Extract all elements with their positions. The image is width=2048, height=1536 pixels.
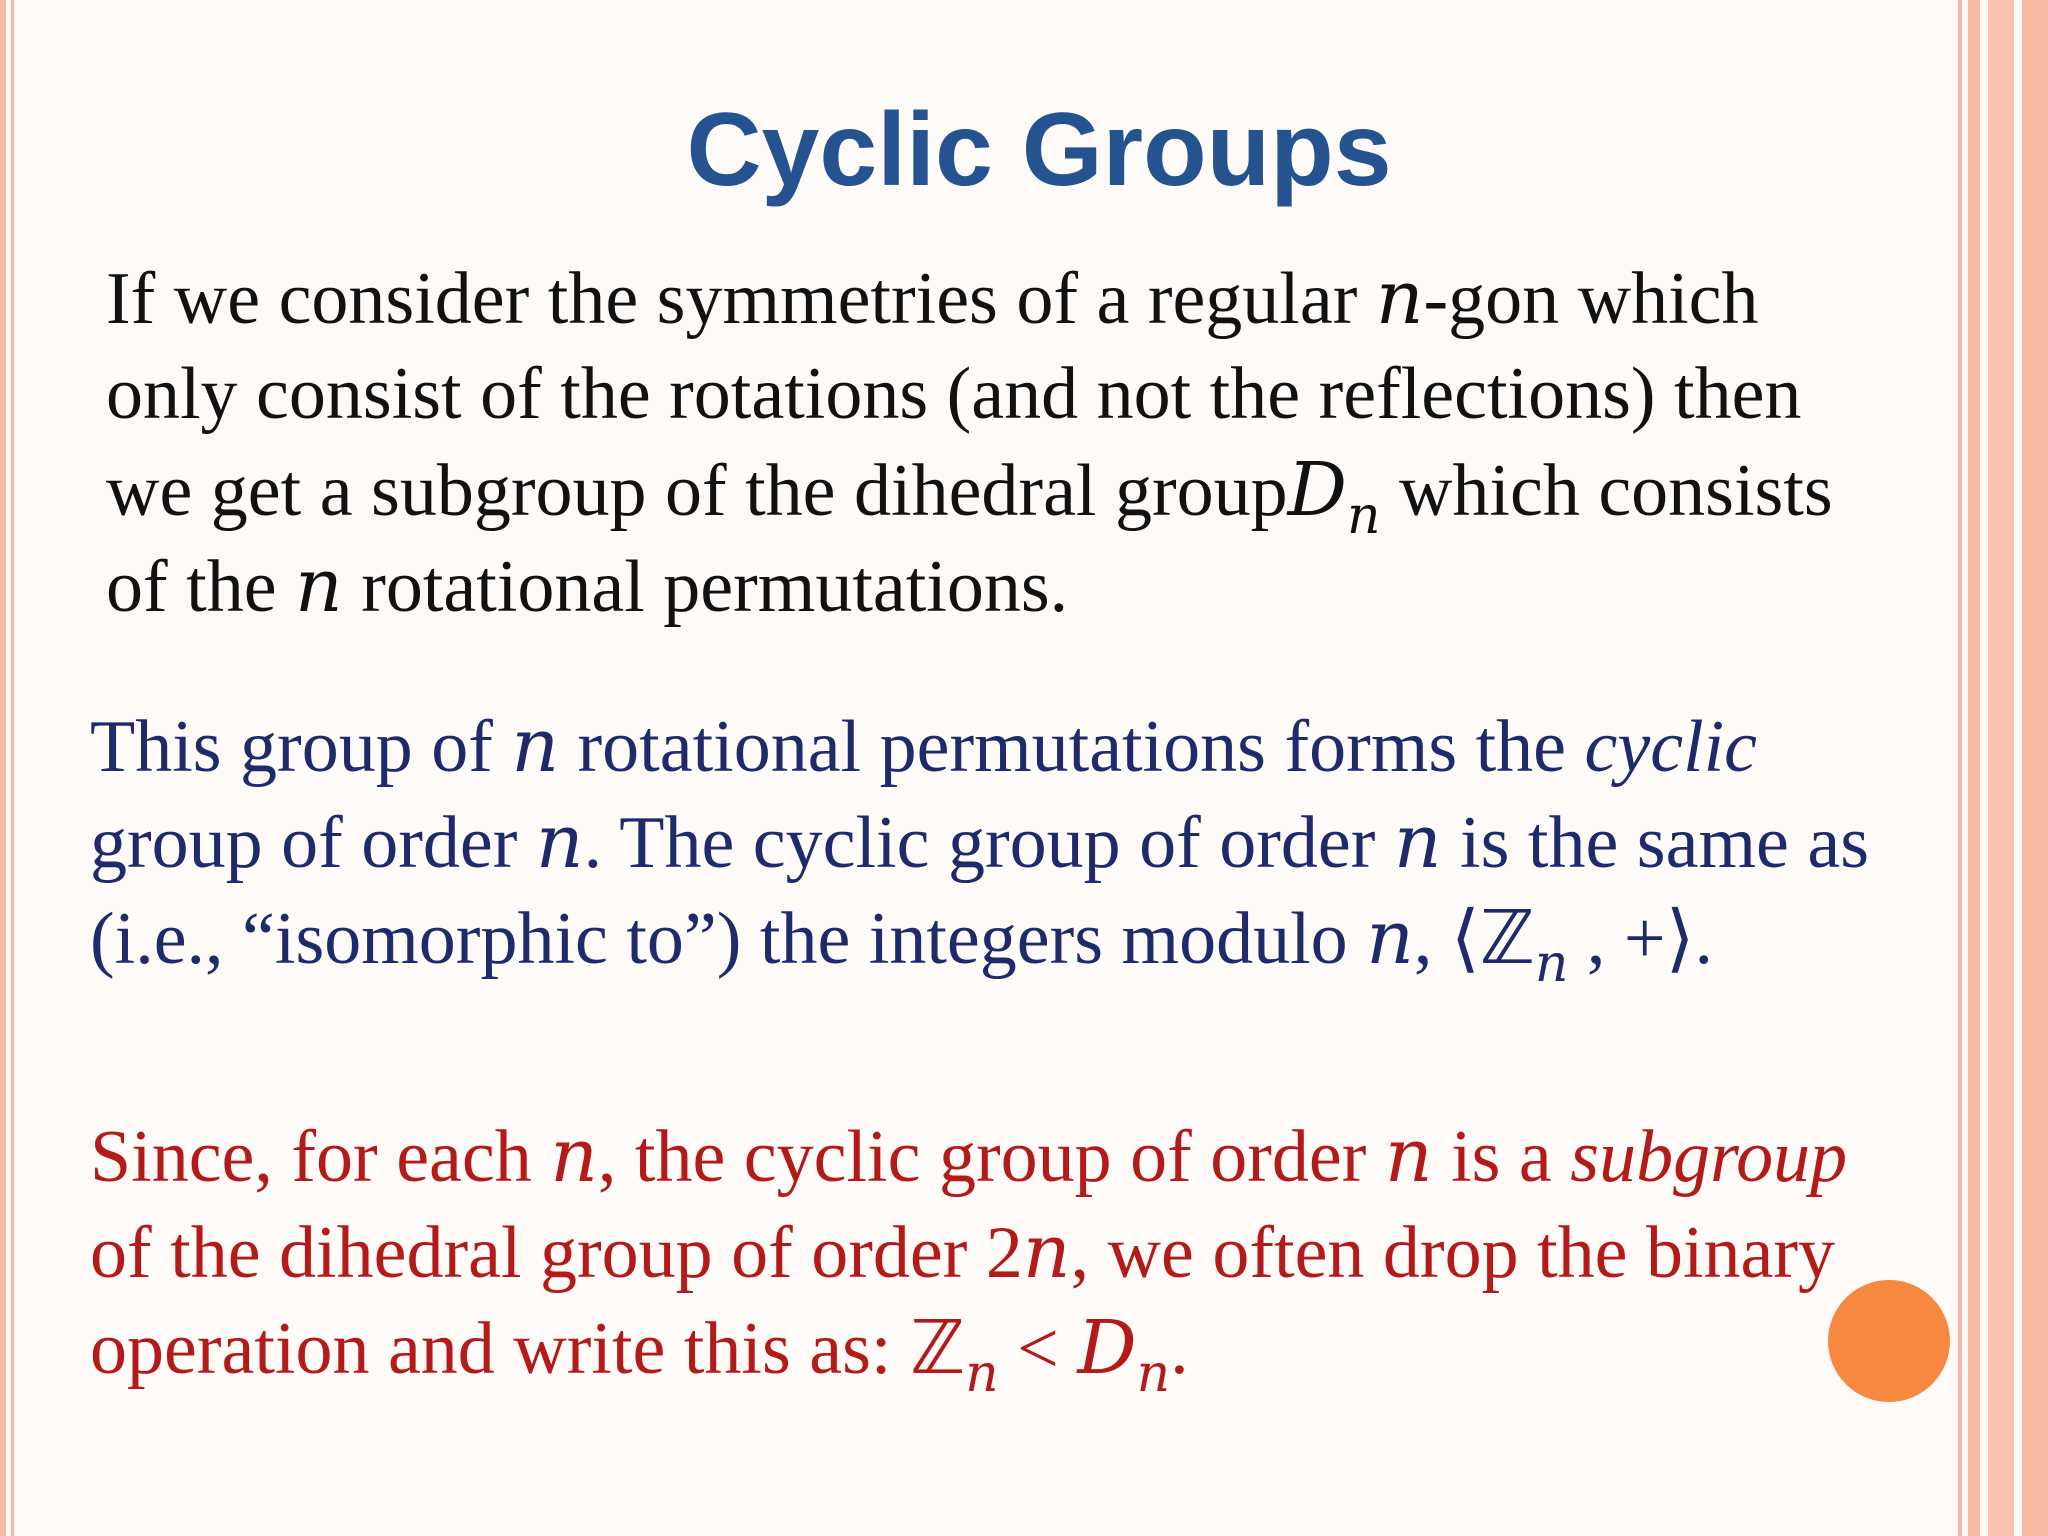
text-run: , the cyclic group of order [597,1116,1385,1198]
math-variable: n [1375,255,1424,341]
text-run: . [1170,1308,1189,1390]
math-variable: n [1393,799,1442,885]
text-run: This group of [90,706,512,788]
math-integers-symbol: ℤ [1479,895,1535,981]
right-border-stripe [2022,0,2048,1536]
math-variable: n [1384,1113,1433,1199]
math-subscript: n [1346,486,1381,546]
text-run: , ⟨ [1413,898,1480,980]
text-run: only consist of the rotations (and not the reflections) then [106,353,1802,435]
text-run: is a [1432,1116,1571,1198]
math-subscript: n [1136,1344,1171,1404]
right-border-stripe [1958,0,1962,1536]
text-line [90,1300,1847,1404]
math-variable: n [295,543,343,629]
math-integers-symbol: ℤ [909,1305,966,1391]
text-line [106,442,1833,546]
text-run: Since, for each [90,1116,551,1198]
math-variable: D [1287,447,1347,533]
text-run: , +⟩. [1568,898,1713,980]
text-line [106,250,1833,346]
text-run: If we consider the symmetries of a regular [106,258,1376,340]
text-line [90,1108,1847,1204]
math-subscript: n [965,1344,999,1404]
right-border-stripe [1968,0,1980,1536]
text-run: which consists [1380,450,1833,532]
left-border-stripe [0,0,6,1536]
text-line [90,698,1869,794]
text-run: we get a subgroup of the dihedral group [106,450,1288,532]
text-line [106,346,1833,442]
emphasis-text: subgroup [1570,1116,1848,1198]
text-run: group of order [90,802,536,884]
decorative-dot [1828,1280,1950,1402]
left-border-stripe [11,0,14,1536]
math-subscript: n [1534,934,1569,994]
math-variable: D [1077,1305,1137,1391]
text-line [90,890,1869,994]
text-line [106,538,1833,634]
intro-paragraph [106,250,1833,634]
text-run: rotational permutations. [342,546,1069,628]
text-line [90,794,1869,890]
emphasis-text: cyclic [1584,706,1758,788]
math-variable: n [1022,1209,1071,1295]
text-line [90,1204,1847,1300]
math-variable: n [550,1113,598,1199]
text-run: of the [106,546,296,628]
right-border-stripe [1988,0,2014,1536]
text-run: . The cyclic group of order [583,802,1394,884]
text-run: operation and write this as: [90,1308,910,1390]
text-run: -gon which [1423,258,1759,340]
math-variable: n [1366,895,1414,981]
text-run: is the same as [1441,802,1869,884]
subgroup-paragraph [90,1108,1848,1404]
math-number: 2 [985,1212,1023,1294]
math-variable: n [535,799,584,885]
text-run: of the dihedral group of order [90,1212,986,1294]
text-run: , we often drop the binary [1070,1212,1836,1294]
slide-title: Cyclic Groups [686,92,1392,208]
math-variable: n [511,703,560,789]
text-run: (i.e., “isomorphic to”) the integers modulo [90,898,1367,980]
math-operator: < [998,1308,1078,1390]
text-run: rotational permutations forms the [559,706,1585,788]
cyclic-definition-paragraph [90,698,1869,994]
